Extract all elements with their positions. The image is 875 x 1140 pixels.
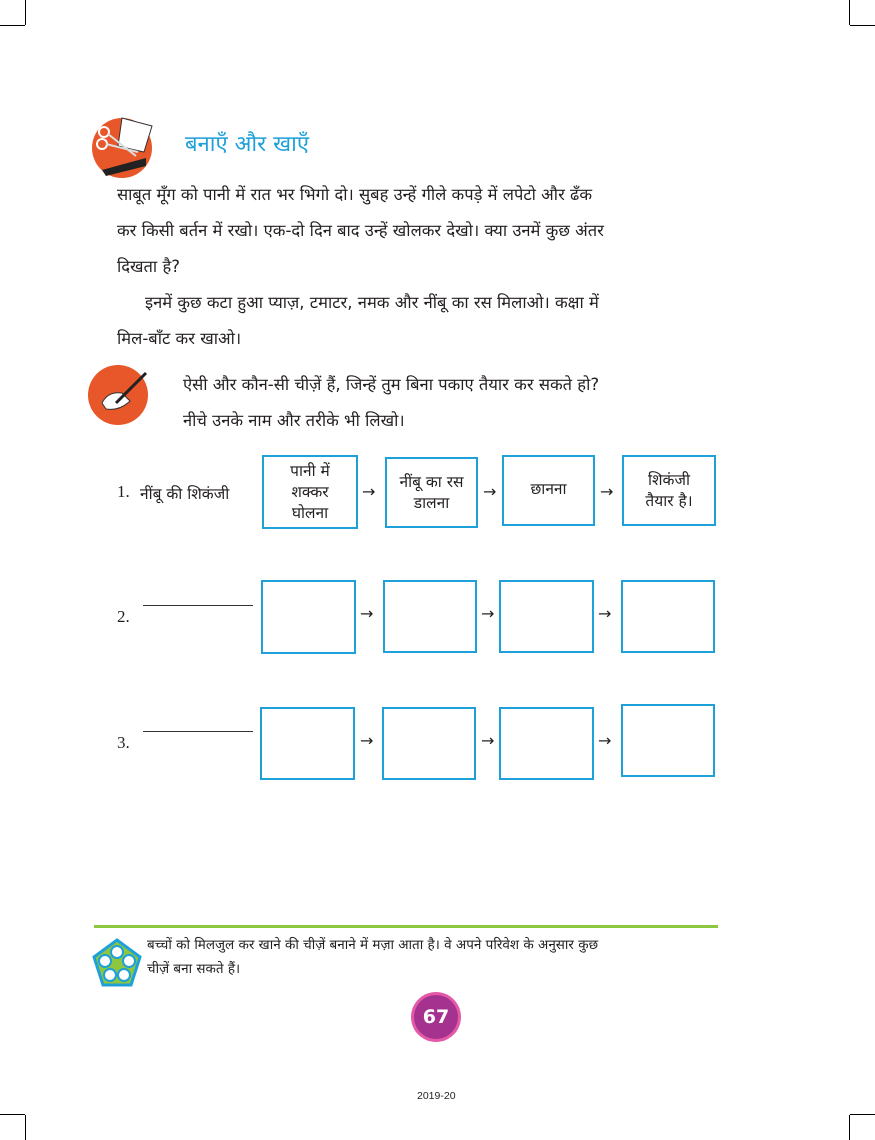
divider-rule (94, 925, 718, 928)
scissors-paper-icon (88, 112, 160, 180)
teacher-note-line: बच्चों को मिलजुल कर खाने की चीज़ें बनाने में मज़ा आता है। वे अपने परिवेश के अनुसार कुछ (147, 937, 599, 953)
step-box[interactable] (261, 580, 356, 654)
paragraph-line: इनमें कुछ कटा हुआ प्याज़, टमाटर, नमक और नींबू का रस मिलाओ। कक्षा में (145, 293, 599, 312)
row-name: नींबू की शिकंजी (140, 485, 230, 503)
arrow-icon: → (362, 482, 376, 501)
step-box[interactable] (621, 704, 715, 777)
crop-mark (0, 1114, 25, 1115)
crop-mark (849, 1115, 850, 1140)
row-number: 2. (117, 607, 130, 626)
paragraph-line: कर किसी बर्तन में रखो। एक-दो दिन बाद उन्हें खोलकर देखो। क्या उनमें कुछ अंतर (117, 221, 604, 240)
year-label: 2019-20 (417, 1090, 456, 1102)
step-box[interactable] (499, 707, 594, 780)
paragraph-line: मिल-बाँट कर खाओ। (117, 329, 242, 348)
step-box: शिकंजी तैयार है। (622, 455, 716, 526)
paragraph-line: साबूत मूँग को पानी में रात भर भिगो दो। सुबह उन्हें गीले कपड़े में लपेटो और ढँक (117, 185, 593, 204)
crop-mark (25, 0, 26, 25)
arrow-icon: → (481, 604, 495, 623)
step-box[interactable] (621, 580, 715, 653)
paragraph-line: दिखता है? (117, 257, 180, 276)
teacher-note-line: चीज़ें बना सकते हैं। (147, 961, 241, 977)
arrow-icon: → (360, 604, 374, 623)
flower-note-icon (92, 938, 142, 988)
page-number-badge: 67 (414, 995, 458, 1039)
arrow-icon: → (598, 604, 612, 623)
crop-mark (0, 25, 25, 26)
section-title: बनाएँ और खाएँ (185, 132, 309, 157)
step-box: पानी में शक्कर घोलना (262, 455, 358, 529)
crop-mark (849, 0, 850, 25)
arrow-icon: → (600, 482, 614, 501)
step-box[interactable] (383, 580, 477, 653)
arrow-icon: → (483, 482, 497, 501)
pencil-hand-icon (86, 363, 152, 427)
name-blank[interactable] (143, 605, 253, 606)
step-box[interactable] (499, 580, 594, 653)
arrow-icon: → (598, 731, 612, 750)
arrow-icon: → (481, 731, 495, 750)
activity-line: ऐसी और कौन-सी चीज़ें हैं, जिन्हें तुम बिना पकाए तैयार कर सकते हो? (183, 375, 600, 394)
step-box: नींबू का रस डालना (385, 457, 478, 528)
row-number: 1. (117, 482, 130, 501)
row-number: 3. (117, 733, 130, 752)
step-box[interactable] (382, 707, 476, 780)
name-blank[interactable] (143, 731, 253, 732)
arrow-icon: → (360, 731, 374, 750)
crop-mark (850, 1114, 875, 1115)
activity-line: नीचे उनके नाम और तरीके भी लिखो। (183, 411, 405, 430)
crop-mark (25, 1115, 26, 1140)
step-box: छानना (502, 455, 595, 526)
step-box[interactable] (260, 707, 355, 780)
crop-mark (850, 25, 875, 26)
